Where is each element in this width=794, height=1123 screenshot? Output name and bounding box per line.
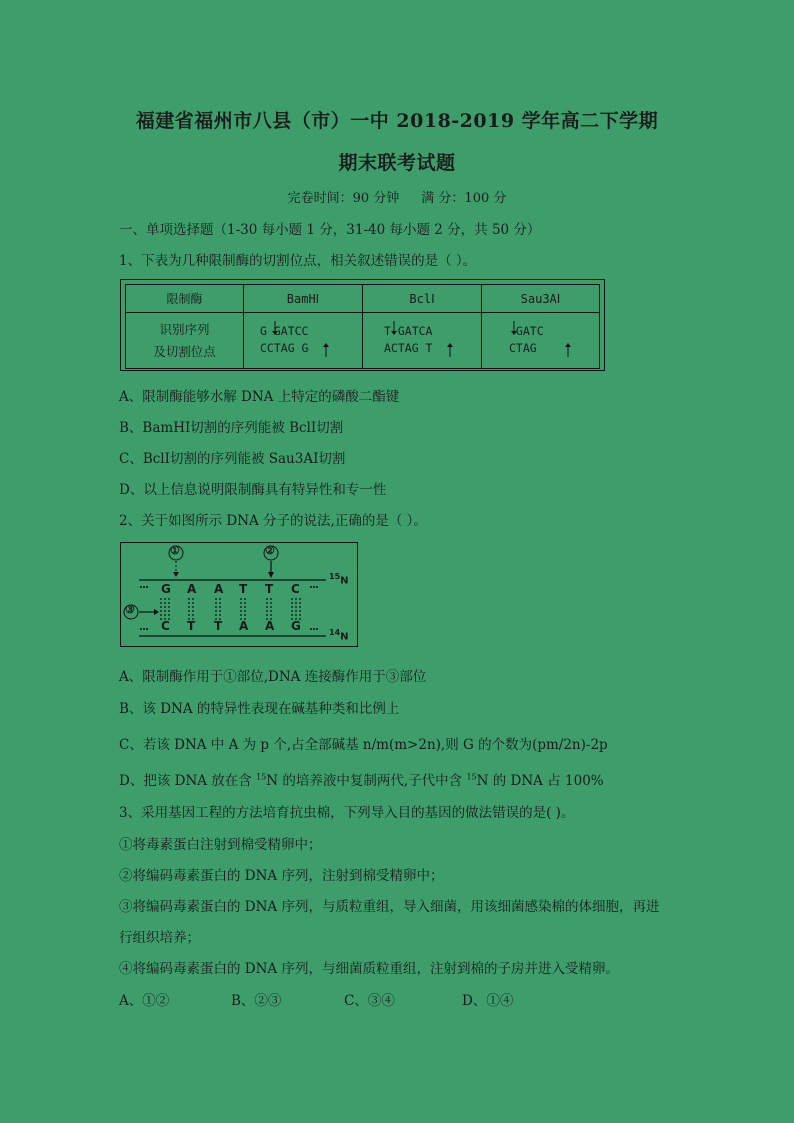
q3-option-b: B、②③ <box>231 993 282 1009</box>
marker-3: ③ <box>125 603 135 616</box>
marker-2: ② <box>265 544 275 557</box>
base-bottom-4: A <box>239 619 249 633</box>
table-header-label: 限制酶 <box>126 285 244 313</box>
q3-item-4: ④将编码毒素蛋白的 DNA 序列，与细菌质粒重组，注射到棉的子房并进入受精卵。 <box>119 961 619 977</box>
q3-item-2: ②将编码毒素蛋白的 DNA 序列，注射到棉受精卵中； <box>119 868 444 884</box>
row-label-1: 识别序列 <box>159 321 210 337</box>
q2-option-b: B、该 DNA 的特异性表现在碱基种类和比例上 <box>119 701 400 717</box>
seq-bamhi <box>244 313 363 369</box>
enzyme-table <box>120 279 605 371</box>
enzyme-bcli: BclⅠ <box>363 285 482 313</box>
document-title-line2: 期末联考试题 <box>338 152 456 174</box>
row-label <box>126 313 244 369</box>
enzyme-sau3ai: Sau3AⅠ <box>482 285 600 313</box>
bcli-bottom-strand: ACTAG T <box>384 341 433 355</box>
seq-sau3ai <box>482 313 600 369</box>
seq-bcli <box>363 313 482 369</box>
base-top-1: G <box>161 582 171 596</box>
strand-label-15n: $^{15}$N <box>329 572 349 587</box>
document-title-line1: 福建省福州市八县（市）一中 2018-2019 学年高二下学期 <box>135 110 659 132</box>
q3-option-d: D、①④ <box>462 993 514 1009</box>
full-score: 满 分：100 分 <box>421 191 507 206</box>
q2-option-d: D、把该 DNA 放在含 $^{15}$N 的培养液中复制两代,子代中含 $^{15}$N 的 DNA 占 100% <box>119 772 604 789</box>
base-top-6: C <box>291 582 300 596</box>
section-heading: 一、单项选择题（1-30 每小题 1 分，31-40 每小题 2 分，共 50 分） <box>119 222 541 238</box>
base-bottom-5: A <box>265 619 275 633</box>
row-label-2: 及切割位点 <box>153 343 216 359</box>
base-top-3: A <box>214 582 224 596</box>
strand-label-14n: $^{14}$N <box>329 628 349 643</box>
q1-option-c: C、BclⅠ切割的序列能被 Sau3AⅠ切割 <box>119 451 346 467</box>
base-bottom-6: G <box>291 619 301 633</box>
dna-figure <box>120 542 358 647</box>
q3-option-a: A、①② <box>119 993 170 1009</box>
q1-option-b: B、BamHⅠ切割的序列能被 BclⅠ切割 <box>119 420 344 436</box>
base-top-4: T <box>239 582 248 596</box>
base-top-2: A <box>187 582 197 596</box>
q2-stem: 2、关于如图所示 DNA 分子的说法,正确的是（ ）。 <box>119 513 427 529</box>
base-bottom-3: T <box>214 619 223 633</box>
q3-item-3-cont: 行组织培养； <box>119 930 200 946</box>
q3-item-1: ①将毒素蛋白注射到棉受精卵中； <box>119 837 322 853</box>
q1-option-a: A、限制酶能够水解 DNA 上特定的磷酸二酯键 <box>119 389 400 405</box>
marker-1: ① <box>170 544 180 557</box>
q2-option-a: A、限制酶作用于①部位,DNA 连接酶作用于③部位 <box>119 669 427 685</box>
base-top-5: T <box>265 582 274 596</box>
base-bottom-1: C <box>161 619 170 633</box>
q1-stem: 1、下表为几种限制酶的切割位点，相关叙述错误的是（ ）。 <box>119 253 477 269</box>
q3-stem: 3、采用基因工程的方法培育抗虫棉，下列导入目的基因的做法错误的是( )。 <box>119 805 575 821</box>
q3-option-c: C、③④ <box>344 993 395 1009</box>
q1-option-d: D、以上信息说明限制酶具有特异性和专一性 <box>119 482 387 498</box>
sau3ai-top-strand: GATC <box>509 324 544 338</box>
enzyme-bamhi: BamHⅠ <box>244 285 363 313</box>
exam-time: 完卷时间：90 分钟 <box>287 191 400 206</box>
sau3ai-bottom-strand: CTAG <box>509 341 544 355</box>
q2-option-c: C、若该 DNA 中 A 为 p 个,占全部碱基 n/m(m>2n),则 G 的个数为(pm/2n)-2p <box>119 737 608 753</box>
bamhi-top-strand: G GATCC <box>260 324 309 338</box>
q3-item-3: ③将编码毒素蛋白的 DNA 序列，与质粒重组，导入细菌，用该细菌感染棉的体细胞，再进 <box>119 899 660 915</box>
bamhi-bottom-strand: CCTAG G <box>260 341 309 355</box>
base-bottom-2: T <box>187 619 196 633</box>
bcli-top-strand: T GATCA <box>384 324 433 338</box>
exam-info <box>0 187 794 206</box>
